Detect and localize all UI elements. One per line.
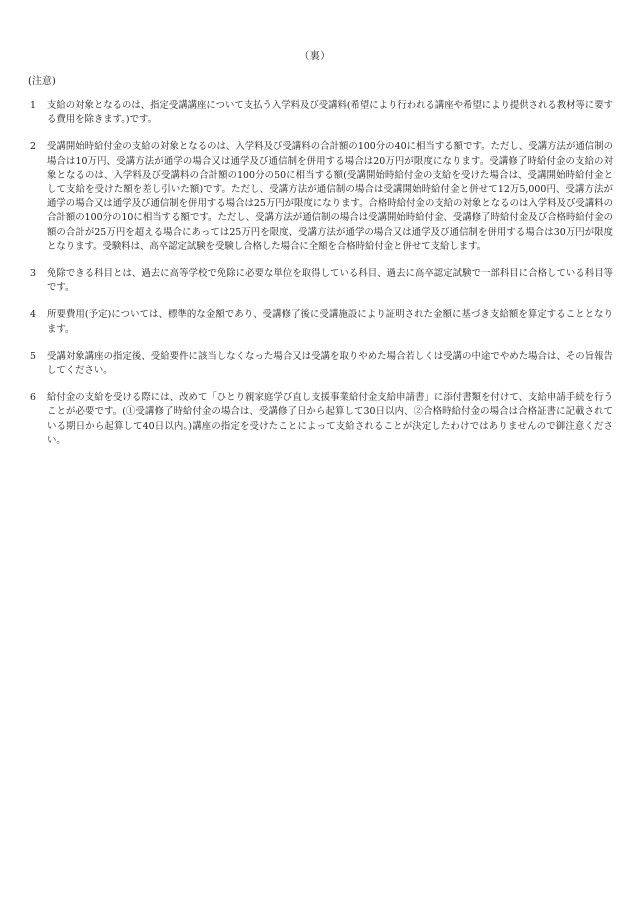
note-number: 3: [30, 268, 36, 280]
note-number: 5: [30, 350, 36, 362]
note-number: 1: [30, 100, 36, 111]
notes-list: [30, 99, 613, 461]
note-item-3: [30, 267, 613, 295]
page-side-label: （裏）: [299, 51, 331, 62]
note-item-5: [30, 350, 613, 378]
note-text: 給付金の支給を受ける際には、改めて「ひとり親家庭学び直し支援事業給付金支給申請書」に添付書類を付けて、支給申請手続を行うことが必要です。(①受講修了時給付金の場合は、受講修了日から起算して30日以内、②合格時給付金の場合は合格証書に記載されている期日から起算して40日以内。)講座の指定を受けたことによって支給されることが決定したわけではありませんので御注意ください。: [47, 392, 613, 446]
note-text: 所要費用(予定)については、標準的な金額であり、受講修了後に受講施設により証明された金額に基づき支給額を算定することとなります。: [47, 309, 613, 335]
note-item-2: [30, 140, 613, 254]
note-text: 受講対象講座の指定後、受給要件に該当しなくなった場合又は受講を取りやめた場合若しくは受講の中途でやめた場合は、その旨報告してください。: [47, 350, 613, 377]
note-number: 4: [30, 309, 36, 321]
note-number: 2: [30, 141, 36, 153]
note-number: 6: [30, 392, 36, 404]
note-item-1: [30, 99, 613, 127]
notes-heading: (注意): [28, 76, 56, 87]
note-text: 免除できる科目とは、過去に高等学校で免除に必要な単位を取得している科目、過去に高卒認定試験で一部科目に合格している科目等です。: [47, 268, 613, 294]
note-text: 受講開始時給付金の支給の対象となるのは、入学料及び受講料の合計額の100分の40に相当する額です。ただし、受講方法が通信制の場合は10万円、受講方法が通学の場合又は通学及び通信制を併用する場合は20万円が限度になります。受講修了時給付金の支給の対象となるのは、入学料及び受講料の合計額の100分の50に相当する額(受講開始時給付金の支給を受けた場合は、受講開始時給付金として支給を受けた額を差し引いた額)です。ただし、受講方法が通信制の場合は受講開始時給付金と併せて12万5,000円、受講方法が通学の場合又は通学及び通信制を併用する場合は25万円が限度になります。合格時給付金の支給の対象となるのは入学料及び受講料の合計額の100分の10に相当する額です。ただし、受講方法が通信制の場合は受講開始時給付金、受講修了時給付金及び合格時給付金の額の合計が25万円を超える場合にあっては25万円を限度、受講方法が通学の場合又は通学及び通信制を併用する場合は30万円が限度となります。受験料は、高卒認定試験を受験し合格した場合に全額を合格時給付金と併せて支給します。: [47, 141, 613, 252]
note-item-6: [30, 391, 613, 448]
note-text: 支給の対象となるのは、指定受講講座について支払う入学料及び受講料(希望により行われる講座や希望により提供される教材等に要する費用を除きます。)です。: [47, 100, 613, 126]
note-item-4: [30, 308, 613, 336]
